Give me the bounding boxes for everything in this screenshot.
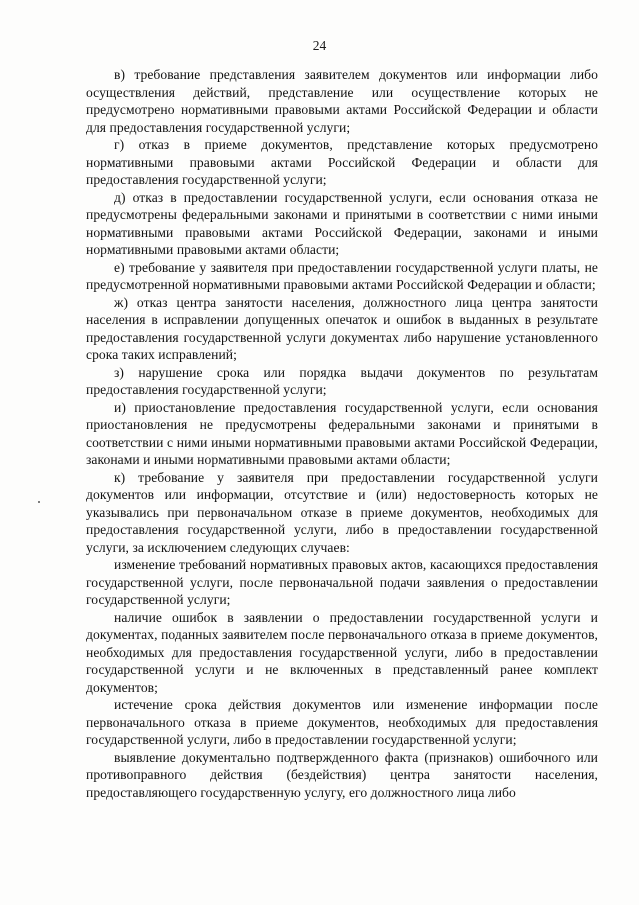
paragraph-k: к) требование у заявителя при предоставлении государственной услуги документов или информации, отсутствие и (или) недостоверность которых не указывались при первоначальном отказе в приеме документов, необходимых для предоставления государственной услуги, либо в предоставлении государственной услуги, за исключением следующих случаев: xyxy=(86,469,598,555)
paragraph-v: в) требование представления заявителем документов или информации либо осуществления действий, представление или осуществление которых не предусмотрено нормативными правовыми актами Российской Федерации и области для предоставления государственной услуги; xyxy=(86,67,598,135)
document-body xyxy=(86,66,598,801)
paragraph-i: и) приостановление предоставления государственной услуги, если основания приостановления не предусмотрены федеральными законами и принятыми в соответствии с ними иными нормативными правовыми актами Российской Федерации, законами и иными нормативными правовыми актами области; xyxy=(86,399,598,467)
paragraph-e: е) требование у заявителя при предоставлении государственной услуги платы, не предусмотренной нормативными правовыми актами Российской Федерации и области; xyxy=(86,259,598,292)
paragraph-exception-2: наличие ошибок в заявлении о предоставлении государственной услуги и документах, поданных заявителем после первоначального отказа в приеме документов, необходимых для предоставления государственной услуги, либо в предоставлении государственной услуги и не включенных в представленный ранее комплект документов; xyxy=(86,609,598,695)
paragraph-exception-4: выявление документально подтвержденного факта (признаков) ошибочного или противоправного действия (бездействия) центра занятости населения, предоставляющего государственную услугу, его должностного лица либо xyxy=(86,749,598,800)
paragraph-exception-1: изменение требований нормативных правовых актов, касающихся предоставления государственной услуги, после первоначальной подачи заявления о предоставлении государственной услуги; xyxy=(86,557,598,607)
scan-speck xyxy=(38,501,40,503)
paragraph-g: г) отказ в приеме документов, представление которых предусмотрено нормативными правовыми актами Российской Федерации и области для предоставления государственной услуги; xyxy=(86,137,598,187)
paragraph-zh: ж) отказ центра занятости населения, должностного лица центра занятости населения в исправлении допущенных опечаток и ошибок в выданных в результате предоставления государственной услуги документах либо нарушение установленного срока таких исправлений; xyxy=(86,294,598,362)
paragraph-d: д) отказ в предоставлении государственной услуги, если основания отказа не предусмотрены федеральными законами и принятыми в соответствии с ними иными нормативными правовыми актами Российской Федерации, законами и иными нормативными правовыми актами области; xyxy=(86,189,598,257)
paragraph-exception-3: истечение срока действия документов или изменение информации после первоначального отказа в приеме документов, необходимых для предоставления государственной услуги, либо в предоставлении государственной услуги; xyxy=(86,697,598,747)
page-number: 24 xyxy=(312,38,327,53)
paragraph-z: з) нарушение срока или порядка выдачи документов по результатам предоставления государственной услуги; xyxy=(86,364,598,397)
